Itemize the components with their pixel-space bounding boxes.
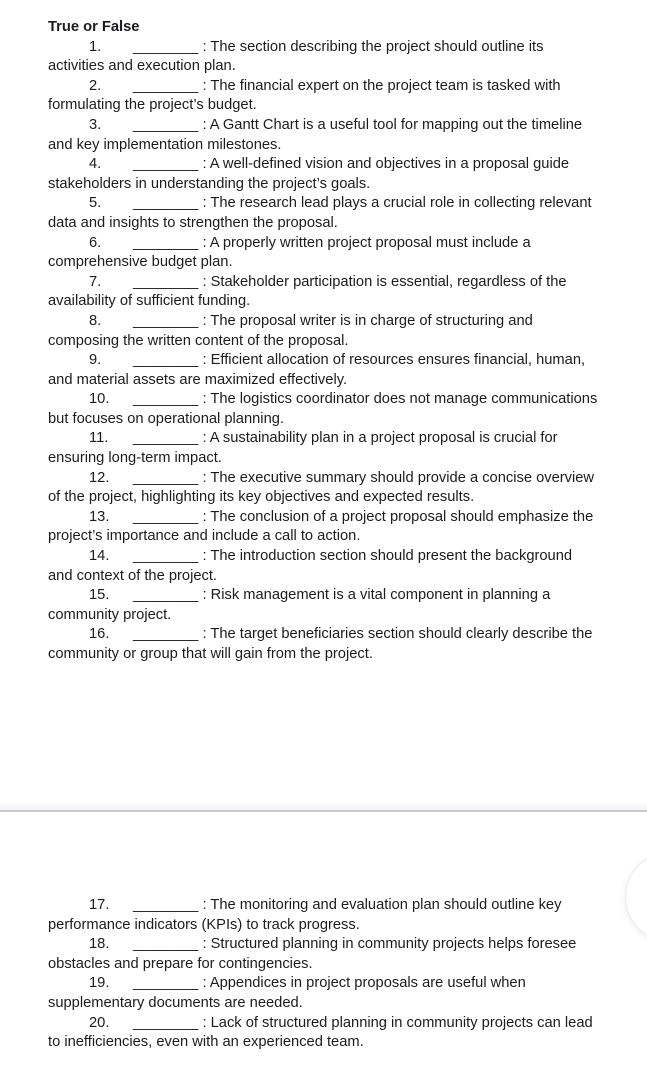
answer-blank: ________ <box>133 897 199 913</box>
tf-item <box>48 77 599 116</box>
tf-item <box>48 273 599 312</box>
item-separator: : <box>198 508 211 525</box>
answer-blank: ________ <box>133 312 199 329</box>
item-statement: The conclusion of a project proposal should emphasize the project’s importance and include a call to action. <box>48 508 594 545</box>
answer-blank: ________ <box>133 469 199 486</box>
item-number: 12. <box>89 469 110 486</box>
tf-item <box>48 390 599 429</box>
tf-item <box>48 469 599 508</box>
item-number: 7. <box>89 273 102 290</box>
item-statement: The logistics coordinator does not manage communications but focuses on operational planning. <box>48 391 598 427</box>
tf-list-page-1 <box>48 38 599 665</box>
answer-blank: ________ <box>133 391 199 408</box>
document-page-2 <box>0 812 647 1074</box>
item-separator: : <box>198 77 211 94</box>
item-statement: The executive summary should provide a concise overview of the project, highlighting its key objectives and expected results. <box>48 469 595 506</box>
answer-blank: ________ <box>133 273 199 290</box>
tf-item <box>48 1014 599 1053</box>
item-statement: The introduction section should present the background and context of the project. <box>48 548 573 584</box>
item-separator: : <box>198 195 211 212</box>
answer-blank: ________ <box>133 1014 199 1031</box>
answer-blank: ________ <box>133 587 199 604</box>
item-separator: : <box>198 116 210 133</box>
tf-item <box>48 547 599 586</box>
item-separator: : <box>198 1014 211 1031</box>
answer-blank: ________ <box>133 156 199 173</box>
item-statement: Structured planning in community projects helps foresee obstacles and prepare for contingencies. <box>48 936 577 972</box>
tf-item <box>48 155 599 194</box>
item-number: 3. <box>89 116 102 133</box>
item-number: 6. <box>89 234 102 251</box>
page-break-shadow <box>0 803 647 810</box>
item-number: 20. <box>89 1014 110 1031</box>
answer-blank: ________ <box>133 77 199 94</box>
answer-blank: ________ <box>133 38 199 55</box>
item-statement: A well-defined vision and objectives in a proposal guide stakeholders in understanding the project’s goals. <box>48 156 570 192</box>
item-number: 14. <box>89 548 110 565</box>
item-number: 5. <box>89 195 102 212</box>
tf-item <box>48 116 599 155</box>
item-statement: The monitoring and evaluation plan should outline key performance indicators (KPIs) to track progress. <box>48 897 562 933</box>
tf-item <box>48 508 599 547</box>
item-statement: The target beneficiaries section should clearly describe the community or group that will gain from the project. <box>48 626 593 662</box>
item-statement: A Gantt Chart is a useful tool for mapping out the timeline and key implementation milestones. <box>48 116 583 153</box>
item-separator: : <box>198 156 210 173</box>
page-break-divider <box>0 803 647 812</box>
tf-item <box>48 896 599 935</box>
item-statement: The research lead plays a crucial role in collecting relevant data and insights to strengthen the proposal. <box>48 195 592 231</box>
tf-item <box>48 974 599 1013</box>
item-number: 15. <box>89 587 110 604</box>
item-separator: : <box>198 430 210 447</box>
item-separator: : <box>198 936 211 953</box>
item-separator: : <box>198 38 211 55</box>
item-number: 11. <box>89 430 109 447</box>
item-number: 4. <box>89 156 102 173</box>
item-number: 18. <box>89 936 110 953</box>
tf-item <box>48 234 599 273</box>
item-separator: : <box>198 312 211 329</box>
item-number: 9. <box>89 352 102 369</box>
item-separator: : <box>198 548 211 565</box>
answer-blank: ________ <box>133 195 199 212</box>
item-separator: : <box>198 234 210 251</box>
item-statement: A sustainability plan in a project proposal is crucial for ensuring long-term impact. <box>48 430 558 467</box>
answer-blank: ________ <box>133 936 199 953</box>
item-separator: : <box>198 391 211 408</box>
tf-item <box>48 38 599 77</box>
item-statement: A properly written project proposal must include a comprehensive budget plan. <box>48 234 531 271</box>
item-statement: The section describing the project should outline its activities and execution plan. <box>48 38 544 75</box>
item-statement: The proposal writer is in charge of structuring and composing the written content of the proposal. <box>48 312 533 349</box>
item-separator: : <box>198 273 211 290</box>
tf-item <box>48 935 599 974</box>
item-statement: Efficient allocation of resources ensures financial, human, and material assets are maximized effectively. <box>48 352 586 388</box>
answer-blank: ________ <box>133 548 199 565</box>
answer-blank: ________ <box>133 430 199 447</box>
item-number: 1. <box>89 38 102 55</box>
item-number: 10. <box>89 391 110 408</box>
item-statement: The financial expert on the project team is tasked with formulating the project’s budget. <box>48 77 561 114</box>
item-number: 19. <box>89 975 110 992</box>
tf-list-page-2 <box>48 896 599 1053</box>
answer-blank: ________ <box>133 352 199 369</box>
item-number: 8. <box>89 312 102 329</box>
item-statement: Stakeholder participation is essential, regardless of the availability of sufficient funding. <box>48 273 567 310</box>
tf-item <box>48 586 599 625</box>
answer-blank: ________ <box>133 508 199 525</box>
item-number: 2. <box>89 77 102 94</box>
item-number: 13. <box>89 508 110 525</box>
answer-blank: ________ <box>133 975 199 992</box>
item-statement: Lack of structured planning in community projects can lead to inefficiencies, even with an experienced team. <box>48 1014 593 1051</box>
item-separator: : <box>198 897 211 913</box>
item-separator: : <box>198 352 211 369</box>
item-separator: : <box>198 469 211 486</box>
answer-blank: ________ <box>133 626 199 643</box>
answer-blank: ________ <box>133 116 199 133</box>
item-separator: : <box>198 587 211 604</box>
item-number: 16. <box>89 626 110 643</box>
answer-blank: ________ <box>133 234 199 251</box>
item-statement: Risk management is a vital component in planning a community project. <box>48 587 551 623</box>
item-statement: Appendices in project proposals are useful when supplementary documents are needed. <box>48 975 526 1011</box>
section-title: True or False <box>48 19 140 35</box>
item-number: 17. <box>89 897 110 913</box>
item-separator: : <box>198 626 211 643</box>
tf-item <box>48 351 599 390</box>
tf-item <box>48 194 599 233</box>
tf-item <box>48 312 599 351</box>
tf-item <box>48 625 599 664</box>
item-separator: : <box>198 975 210 992</box>
tf-item <box>48 429 599 468</box>
